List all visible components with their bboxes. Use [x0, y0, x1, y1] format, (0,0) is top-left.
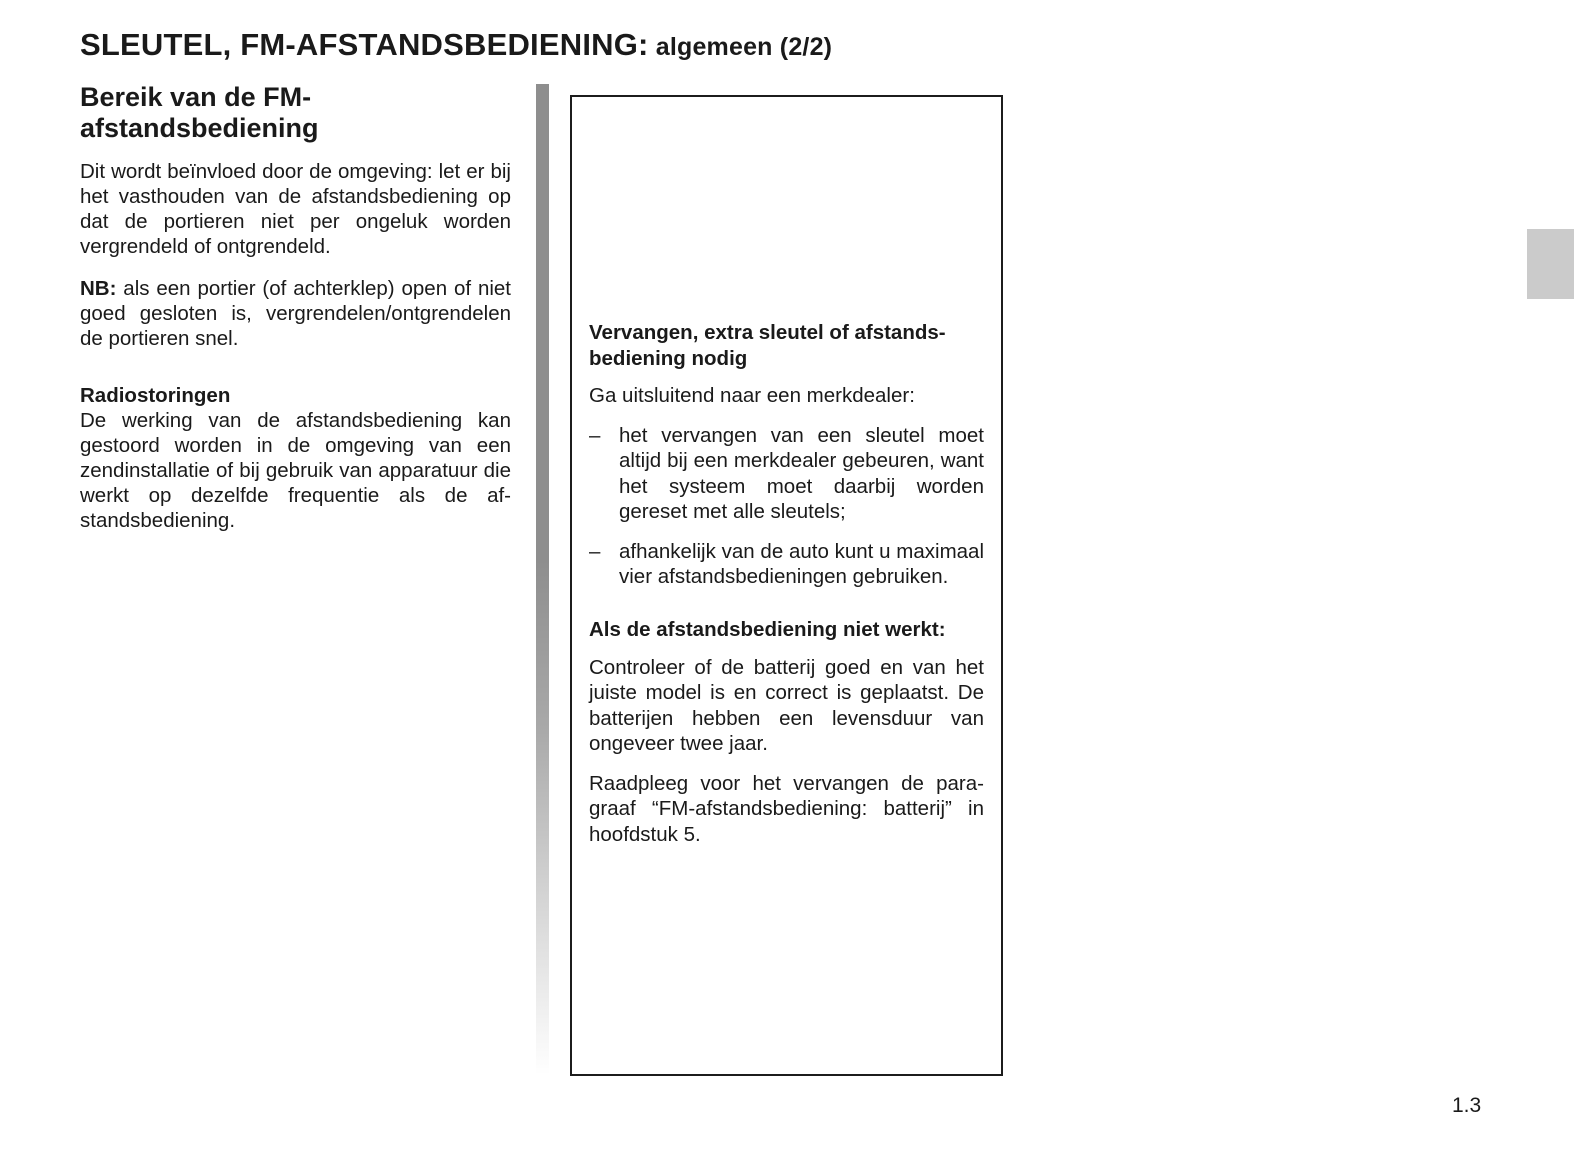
nb-text: als een portier (of achterklep) open of niet goed gesloten is, vergrendelen/ontgrendelen de portieren snel.	[80, 277, 511, 350]
list-item-text: afhankelijk van de auto kunt u maximaal vier afstandsbedieningen gebruiken.	[619, 539, 984, 588]
info-box-heading-replacement: Vervangen, extra sleutel of afstandsbediening nodig	[589, 321, 946, 370]
info-box-intro: Ga uitsluitend naar een merkdealer:	[589, 384, 915, 407]
info-box-bullet-list	[589, 423, 984, 590]
nb-label: NB:	[80, 277, 117, 300]
page-number: 1.3	[1452, 1094, 1482, 1117]
list-item	[589, 423, 984, 525]
left-column-paragraph-range: Dit wordt beïnvloed door de omgeving: let er bij het vasthouden van de afstandsbediening op dat de portieren niet per ongeluk worden vergrendeld of ontgrendeld.	[80, 160, 511, 258]
chapter-side-tab	[1527, 229, 1574, 299]
radio-interference-paragraph: De werking van de afstandsbediening kan gestoord worden in de omgeving van een zendinstallatie of bij gebruik van apparatuur die werkt op dezelfde frequentie als de afstandsbediening.	[80, 409, 511, 532]
info-box-reference-paragraph: Raadpleeg voor het vervangen de paragraaf “FM-afstandsbediening: batterij” in hoofdstuk 5.	[589, 771, 984, 846]
left-column	[80, 82, 511, 550]
left-column-paragraph-nb	[80, 276, 511, 351]
page-title-sub: algemeen (2/2)	[648, 33, 833, 61]
page-title-main: SLEUTEL, FM-AFSTANDSBEDIENING:	[80, 27, 649, 62]
info-box-heading-not-working: Als de afstandsbediening niet werkt:	[589, 617, 946, 641]
column-divider-bar	[536, 84, 549, 1075]
dash-bullet-marker: –	[589, 539, 601, 563]
left-column-heading: Bereik van de FM-afstandsbediening	[80, 82, 319, 143]
radio-interference-heading: Radiostoringen	[80, 384, 231, 407]
info-box-battery-paragraph: Controleer of de batterij goed en van het juiste model is en correct is geplaatst. De batterijen hebben een levensduur van ongeveer twee jaar.	[589, 655, 984, 755]
list-item-text: het vervangen van een sleutel moet altijd bij een merkdealer gebeuren, want het systeem moet daarbij worden gereset met alle sleutels;	[619, 423, 984, 523]
page-title	[80, 26, 832, 63]
info-box	[570, 95, 1003, 1076]
dash-bullet-marker: –	[589, 423, 601, 447]
list-item	[589, 539, 984, 590]
